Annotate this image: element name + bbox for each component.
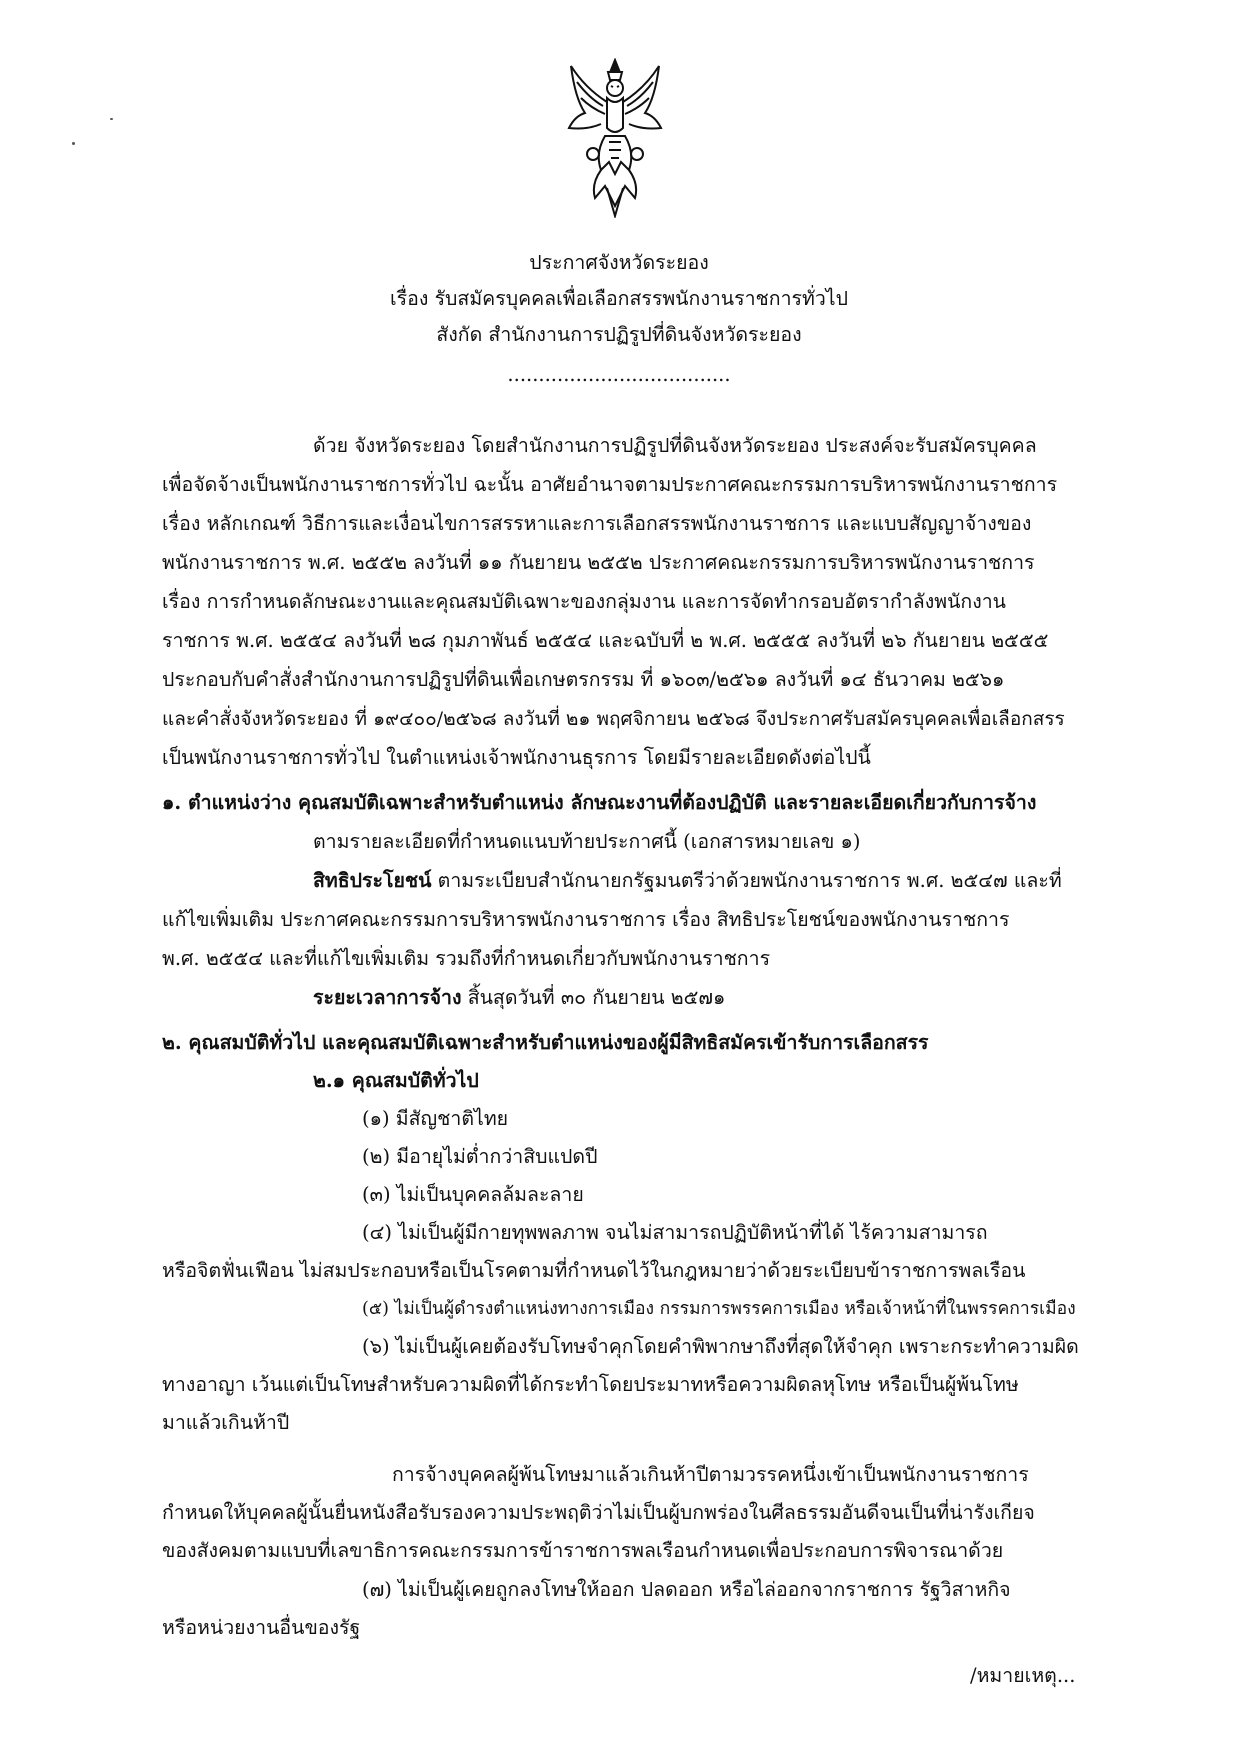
note-paragraph: การจ้างบุคคลผู้พ้นโทษมาแล้วเกินห้าปีตามวรรคหนึ่งเข้าเป็นพนักงานราชการ bbox=[392, 1463, 1029, 1486]
intro-line: และคำสั่งจังหวัดระยอง ที่ ๑๙๔๐๐/๒๕๖๘ ลงวันที่ ๒๑ พฤศจิกายน ๒๕๖๘ จึงประกาศรับสมัครบุคคลเพื่อเลือกสรร bbox=[162, 708, 1065, 730]
intro-line: ประกอบกับคำสั่งสำนักงานการปฏิรูปที่ดินเพื่อเกษตรกรรม ที่ ๑๖๐๓/๒๕๖๑ ลงวันที่ ๑๔ ธันวาคม ๒๕๖๑ bbox=[162, 668, 1005, 691]
scan-speck bbox=[72, 142, 75, 145]
section1-benefits-cont: พ.ศ. ๒๕๕๔ และที่แก้ไขเพิ่มเติม รวมถึงที่กำหนดเกี่ยวกับพนักงานราชการ bbox=[162, 947, 771, 970]
qualification-item: (๕) ไม่เป็นผู้ดำรงตำแหน่งทางการเมือง กรรมการพรรคการเมือง หรือเจ้าหน้าที่ในพรรคการเมือง bbox=[362, 1299, 1076, 1319]
note-paragraph: ของสังคมตามแบบที่เลขาธิการคณะกรรมการข้าราชการพลเรือนกำหนดเพื่อประกอบการพิจารณาด้วย bbox=[162, 1539, 1004, 1562]
section1-period bbox=[313, 985, 725, 1011]
garuda-emblem-icon bbox=[565, 58, 665, 218]
period-label: ระยะเวลาการจ้าง bbox=[313, 986, 462, 1009]
section1-detail: ตามรายละเอียดที่กำหนดแนบท้ายประกาศนี้ (เอกสารหมายเลข ๑) bbox=[313, 830, 861, 853]
period-text: สิ้นสุดวันที่ ๓๐ กันยายน ๒๕๗๑ bbox=[461, 986, 726, 1009]
announcement-affiliation: สังกัด สำนักงานการปฏิรูปที่ดินจังหวัดระยอง bbox=[436, 323, 802, 346]
intro-line: พนักงานราชการ พ.ศ. ๒๕๕๒ ลงวันที่ ๑๑ กันยายน ๒๕๕๒ ประกาศคณะกรรมการบริหารพนักงานราชการ bbox=[162, 551, 1035, 574]
announcement-subject: เรื่อง รับสมัครบุคคลเพื่อเลือกสรรพนักงานราชการทั่วไป bbox=[390, 287, 848, 310]
page-continuation: /หมายเหตุ... bbox=[970, 1664, 1076, 1687]
section1-heading: ๑. ตำแหน่งว่าง คุณสมบัติเฉพาะสำหรับตำแหน่ง ลักษณะงานที่ต้องปฏิบัติ และรายละเอียดเกี่ยวกับการจ้าง bbox=[162, 791, 1037, 814]
qualification-item-cont: หรือหน่วยงานอื่นของรัฐ bbox=[162, 1616, 361, 1639]
intro-line: เรื่อง การกำหนดลักษณะงานและคุณสมบัติเฉพาะของกลุ่มงาน และการจัดทำกรอบอัตรากำลังพนักงาน bbox=[162, 590, 1007, 613]
qualification-item: (๖) ไม่เป็นผู้เคยต้องรับโทษจำคุกโดยคำพิพากษาถึงที่สุดให้จำคุก เพราะกระทำความผิด bbox=[362, 1335, 1079, 1358]
qualification-item: (๓) ไม่เป็นบุคคลล้มละลาย bbox=[362, 1183, 584, 1206]
intro-line: เรื่อง หลักเกณฑ์ วิธีการและเงื่อนไขการสรรหาและการเลือกสรรพนักงานราชการ และแบบสัญญาจ้างของ bbox=[162, 512, 1032, 535]
intro-line: ราชการ พ.ศ. ๒๕๕๔ ลงวันที่ ๒๘ กุมภาพันธ์ ๒๕๕๔ และฉบับที่ ๒ พ.ศ. ๒๕๕๕ ลงวันที่ ๒๖ กันยายน ๒๕๕๕ bbox=[162, 629, 1049, 652]
qualification-item: (๑) มีสัญชาติไทย bbox=[362, 1107, 509, 1130]
qualification-item-cont: ทางอาญา เว้นแต่เป็นโทษสำหรับความผิดที่ได้กระทำโดยประมาทหรือความผิดลหุโทษ หรือเป็นผู้พ้นโทษ bbox=[162, 1373, 1019, 1396]
section1-benefits-cont: แก้ไขเพิ่มเติม ประกาศคณะกรรมการบริหารพนักงานราชการ เรื่อง สิทธิประโยชน์ของพนักงานราชการ bbox=[162, 908, 1010, 931]
section1-benefits bbox=[313, 868, 1062, 894]
header-separator: .................................... bbox=[507, 363, 731, 386]
intro-line: เป็นพนักงานราชการทั่วไป ในตำแหน่งเจ้าพนักงานธุรการ โดยมีรายละเอียดดังต่อไปนี้ bbox=[162, 746, 871, 769]
scan-speck bbox=[110, 118, 113, 120]
qualification-item-cont: หรือจิตฟั่นเฟือน ไม่สมประกอบหรือเป็นโรคตามที่กำหนดไว้ในกฎหมายว่าด้วยระเบียบข้าราชการพลเรือน bbox=[162, 1259, 1026, 1282]
section2-subheading: ๒.๑ คุณสมบัติทั่วไป bbox=[313, 1069, 479, 1092]
intro-line: เพื่อจัดจ้างเป็นพนักงานราชการทั่วไป ฉะนั้น อาศัยอำนาจตามประกาศคณะกรรมการบริหารพนักงานราชการ bbox=[162, 473, 1058, 496]
benefits-text: ตามระเบียบสำนักนายกรัฐมนตรีว่าด้วยพนักงานราชการ พ.ศ. ๒๕๔๗ และที่ bbox=[431, 869, 1062, 892]
qualification-item: (๔) ไม่เป็นผู้มีกายทุพพลภาพ จนไม่สามารถปฏิบัติหน้าที่ได้ ไร้ความสามารถ bbox=[362, 1221, 988, 1244]
note-paragraph: กำหนดให้บุคคลผู้นั้นยื่นหนังสือรับรองความประพฤติว่าไม่เป็นผู้บกพร่องในศีลธรรมอันดีจนเป็นที่น่ารังเกียจ bbox=[162, 1501, 1035, 1524]
qualification-item-cont: มาแล้วเกินห้าปี bbox=[162, 1411, 290, 1434]
qualification-item: (๗) ไม่เป็นผู้เคยถูกลงโทษให้ออก ปลดออก หรือไล่ออกจากราชการ รัฐวิสาหกิจ bbox=[362, 1578, 1011, 1601]
announcement-title: ประกาศจังหวัดระยอง bbox=[529, 251, 709, 274]
section2-heading: ๒. คุณสมบัติทั่วไป และคุณสมบัติเฉพาะสำหรับตำแหน่งของผู้มีสิทธิสมัครเข้ารับการเลือกสรร bbox=[162, 1031, 929, 1054]
qualification-item: (๒) มีอายุไม่ต่ำกว่าสิบแปดปี bbox=[362, 1145, 598, 1168]
benefits-label: สิทธิประโยชน์ bbox=[313, 869, 432, 892]
intro-line: ด้วย จังหวัดระยอง โดยสำนักงานการปฏิรูปที่ดินจังหวัดระยอง ประสงค์จะรับสมัครบุคคล bbox=[313, 434, 1037, 457]
